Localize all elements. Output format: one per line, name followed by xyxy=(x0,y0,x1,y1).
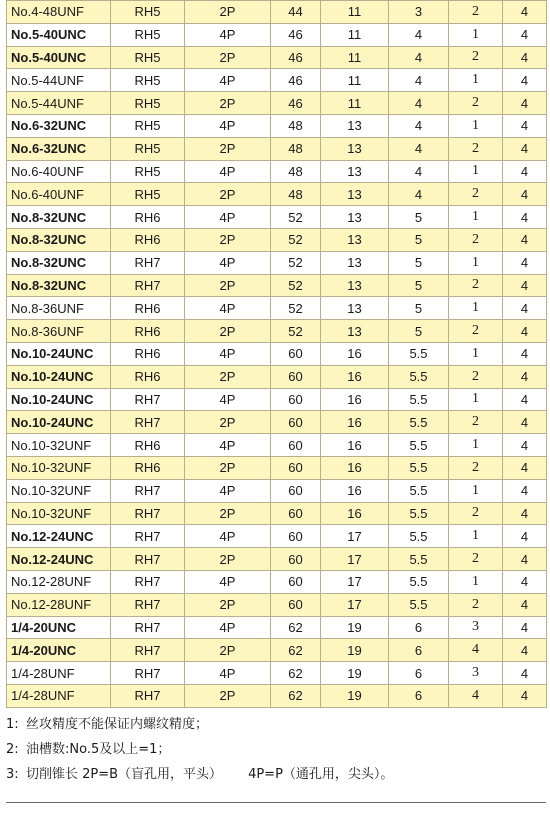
cell-thread-size: No.5-40UNC xyxy=(7,46,111,69)
cell-value-b: 4 xyxy=(503,320,547,343)
note-text: 丝攻精度不能保证内螺纹精度； xyxy=(26,717,209,732)
cell-value-b: 4 xyxy=(503,525,547,548)
cell-chamfer: 2P xyxy=(185,456,271,479)
table-row xyxy=(7,365,547,388)
cell-chamfer: 2P xyxy=(185,365,271,388)
cell-shank-diameter: 4 xyxy=(389,92,449,115)
cell-shank-diameter: 5.5 xyxy=(389,434,449,457)
cell-thread-size: No.5-44UNF xyxy=(7,69,111,92)
cell-thread-size: No.6-40UNF xyxy=(7,160,111,183)
cell-value-b: 4 xyxy=(503,137,547,160)
cell-rh-tolerance: RH7 xyxy=(111,502,185,525)
cell-rh-tolerance: RH6 xyxy=(111,434,185,457)
cell-overall-length: 60 xyxy=(271,479,321,502)
cell-shank-diameter: 5.5 xyxy=(389,456,449,479)
cell-value-b: 4 xyxy=(503,616,547,639)
table-row xyxy=(7,228,547,251)
cell-value-a: 2 xyxy=(449,411,503,434)
cell-shank-diameter: 5 xyxy=(389,320,449,343)
cell-value-b: 4 xyxy=(503,502,547,525)
cell-shank-diameter: 5.5 xyxy=(389,365,449,388)
cell-thread-size: No.10-24UNC xyxy=(7,342,111,365)
cell-value-a: 2 xyxy=(449,593,503,616)
cell-overall-length: 60 xyxy=(271,434,321,457)
cell-value-a: 1 xyxy=(449,342,503,365)
cell-chamfer: 2P xyxy=(185,320,271,343)
cell-shank-diameter: 4 xyxy=(389,23,449,46)
tap-spec-table xyxy=(6,0,547,708)
cell-value-b: 4 xyxy=(503,479,547,502)
cell-thread-size: No.8-32UNC xyxy=(7,251,111,274)
cell-thread-length: 19 xyxy=(321,662,389,685)
cell-overall-length: 52 xyxy=(271,206,321,229)
cell-shank-diameter: 6 xyxy=(389,639,449,662)
cell-value-b: 4 xyxy=(503,23,547,46)
cell-thread-length: 16 xyxy=(321,342,389,365)
cell-thread-length: 16 xyxy=(321,502,389,525)
cell-rh-tolerance: RH6 xyxy=(111,228,185,251)
cell-rh-tolerance: RH7 xyxy=(111,411,185,434)
table-row xyxy=(7,137,547,160)
table-row xyxy=(7,570,547,593)
notes xyxy=(6,712,546,787)
cell-overall-length: 60 xyxy=(271,365,321,388)
cell-thread-size: No.8-36UNF xyxy=(7,297,111,320)
cell-thread-size: No.12-24UNC xyxy=(7,525,111,548)
table-row xyxy=(7,69,547,92)
cell-overall-length: 46 xyxy=(271,23,321,46)
cell-value-b: 4 xyxy=(503,593,547,616)
cell-value-a: 1 xyxy=(449,23,503,46)
cell-value-b: 4 xyxy=(503,570,547,593)
cell-rh-tolerance: RH7 xyxy=(111,548,185,571)
cell-thread-length: 11 xyxy=(321,46,389,69)
cell-shank-diameter: 5 xyxy=(389,297,449,320)
cell-shank-diameter: 6 xyxy=(389,662,449,685)
cell-shank-diameter: 4 xyxy=(389,114,449,137)
cell-thread-size: 1/4-28UNF xyxy=(7,684,111,707)
cell-value-a: 2 xyxy=(449,365,503,388)
cell-shank-diameter: 6 xyxy=(389,684,449,707)
cell-shank-diameter: 5 xyxy=(389,228,449,251)
cell-value-a: 1 xyxy=(449,251,503,274)
cell-thread-size: No.10-24UNC xyxy=(7,388,111,411)
table-row xyxy=(7,320,547,343)
cell-value-b: 4 xyxy=(503,456,547,479)
cell-thread-size: No.10-24UNC xyxy=(7,365,111,388)
cell-thread-length: 19 xyxy=(321,684,389,707)
cell-overall-length: 46 xyxy=(271,92,321,115)
cell-thread-length: 16 xyxy=(321,388,389,411)
cell-value-a: 4 xyxy=(449,639,503,662)
cell-value-a: 2 xyxy=(449,183,503,206)
cell-thread-size: No.10-32UNF xyxy=(7,502,111,525)
cell-shank-diameter: 5 xyxy=(389,206,449,229)
cell-thread-length: 11 xyxy=(321,69,389,92)
cell-thread-length: 13 xyxy=(321,114,389,137)
cell-value-b: 4 xyxy=(503,342,547,365)
cell-thread-size: No.8-32UNC xyxy=(7,228,111,251)
cell-value-b: 4 xyxy=(503,548,547,571)
cell-chamfer: 2P xyxy=(185,92,271,115)
cell-chamfer: 4P xyxy=(185,616,271,639)
cell-thread-length: 13 xyxy=(321,228,389,251)
table-row xyxy=(7,639,547,662)
note-2 xyxy=(6,737,546,762)
cell-rh-tolerance: RH5 xyxy=(111,1,185,24)
cell-chamfer: 4P xyxy=(185,388,271,411)
cell-value-b: 4 xyxy=(503,274,547,297)
cell-shank-diameter: 5.5 xyxy=(389,593,449,616)
cell-chamfer: 4P xyxy=(185,434,271,457)
cell-thread-length: 16 xyxy=(321,411,389,434)
cell-value-b: 4 xyxy=(503,434,547,457)
cell-rh-tolerance: RH5 xyxy=(111,92,185,115)
cell-thread-length: 13 xyxy=(321,297,389,320)
cell-overall-length: 60 xyxy=(271,525,321,548)
cell-shank-diameter: 4 xyxy=(389,69,449,92)
cell-chamfer: 4P xyxy=(185,342,271,365)
cell-chamfer: 4P xyxy=(185,525,271,548)
cell-value-a: 4 xyxy=(449,684,503,707)
cell-thread-length: 19 xyxy=(321,639,389,662)
cell-overall-length: 60 xyxy=(271,593,321,616)
cell-value-b: 4 xyxy=(503,160,547,183)
cell-rh-tolerance: RH6 xyxy=(111,342,185,365)
cell-shank-diameter: 4 xyxy=(389,183,449,206)
table-row xyxy=(7,548,547,571)
cell-chamfer: 2P xyxy=(185,137,271,160)
cell-value-b: 4 xyxy=(503,365,547,388)
cell-overall-length: 62 xyxy=(271,684,321,707)
cell-rh-tolerance: RH7 xyxy=(111,593,185,616)
cell-thread-length: 17 xyxy=(321,525,389,548)
table-row xyxy=(7,525,547,548)
cell-value-a: 3 xyxy=(449,616,503,639)
cell-thread-length: 13 xyxy=(321,137,389,160)
cell-shank-diameter: 3 xyxy=(389,1,449,24)
cell-shank-diameter: 5.5 xyxy=(389,570,449,593)
cell-overall-length: 52 xyxy=(271,320,321,343)
table-row xyxy=(7,684,547,707)
table-row xyxy=(7,114,547,137)
cell-overall-length: 52 xyxy=(271,297,321,320)
cell-chamfer: 4P xyxy=(185,23,271,46)
cell-overall-length: 52 xyxy=(271,228,321,251)
table-row xyxy=(7,160,547,183)
cell-chamfer: 2P xyxy=(185,502,271,525)
cell-overall-length: 60 xyxy=(271,502,321,525)
cell-value-b: 4 xyxy=(503,639,547,662)
table-row xyxy=(7,23,547,46)
cell-chamfer: 4P xyxy=(185,297,271,320)
cell-shank-diameter: 5.5 xyxy=(389,342,449,365)
table-row xyxy=(7,593,547,616)
cell-rh-tolerance: RH7 xyxy=(111,525,185,548)
cell-overall-length: 60 xyxy=(271,411,321,434)
cell-shank-diameter: 4 xyxy=(389,46,449,69)
cell-value-a: 2 xyxy=(449,548,503,571)
cell-thread-length: 16 xyxy=(321,479,389,502)
cell-rh-tolerance: RH7 xyxy=(111,616,185,639)
table-row xyxy=(7,92,547,115)
cell-value-b: 4 xyxy=(503,251,547,274)
cell-thread-size: 1/4-20UNC xyxy=(7,616,111,639)
cell-value-a: 2 xyxy=(449,502,503,525)
cell-chamfer: 2P xyxy=(185,183,271,206)
cell-thread-size: No.12-28UNF xyxy=(7,593,111,616)
note-number: 2: xyxy=(6,742,19,757)
cell-thread-size: No.10-32UNF xyxy=(7,456,111,479)
cell-value-a: 2 xyxy=(449,46,503,69)
cell-value-a: 1 xyxy=(449,160,503,183)
cell-thread-size: No.6-40UNF xyxy=(7,183,111,206)
cell-overall-length: 60 xyxy=(271,570,321,593)
cell-value-b: 4 xyxy=(503,183,547,206)
cell-shank-diameter: 5 xyxy=(389,274,449,297)
cell-value-b: 4 xyxy=(503,297,547,320)
cell-thread-length: 16 xyxy=(321,365,389,388)
cell-value-b: 4 xyxy=(503,69,547,92)
cell-thread-size: No.6-32UNC xyxy=(7,114,111,137)
cell-thread-size: No.8-32UNC xyxy=(7,274,111,297)
cell-chamfer: 2P xyxy=(185,46,271,69)
cell-chamfer: 2P xyxy=(185,639,271,662)
cell-rh-tolerance: RH6 xyxy=(111,297,185,320)
table-row xyxy=(7,434,547,457)
cell-overall-length: 48 xyxy=(271,160,321,183)
cell-overall-length: 48 xyxy=(271,114,321,137)
cell-overall-length: 48 xyxy=(271,183,321,206)
cell-rh-tolerance: RH7 xyxy=(111,479,185,502)
cell-value-b: 4 xyxy=(503,206,547,229)
cell-rh-tolerance: RH7 xyxy=(111,274,185,297)
cell-shank-diameter: 5.5 xyxy=(389,548,449,571)
cell-shank-diameter: 4 xyxy=(389,137,449,160)
cell-value-a: 2 xyxy=(449,137,503,160)
cell-thread-length: 13 xyxy=(321,183,389,206)
cell-overall-length: 60 xyxy=(271,548,321,571)
cell-thread-size: No.6-32UNC xyxy=(7,137,111,160)
cell-overall-length: 60 xyxy=(271,388,321,411)
cell-shank-diameter: 5.5 xyxy=(389,411,449,434)
cell-thread-size: No.10-32UNF xyxy=(7,434,111,457)
note-3 xyxy=(6,762,546,787)
cell-overall-length: 44 xyxy=(271,1,321,24)
cell-value-a: 1 xyxy=(449,525,503,548)
table-row xyxy=(7,274,547,297)
cell-value-a: 2 xyxy=(449,456,503,479)
cell-rh-tolerance: RH7 xyxy=(111,662,185,685)
cell-value-b: 4 xyxy=(503,228,547,251)
cell-value-a: 2 xyxy=(449,228,503,251)
cell-thread-size: 1/4-20UNC xyxy=(7,639,111,662)
table-row xyxy=(7,388,547,411)
cell-rh-tolerance: RH7 xyxy=(111,570,185,593)
cell-rh-tolerance: RH7 xyxy=(111,388,185,411)
cell-overall-length: 60 xyxy=(271,456,321,479)
cell-thread-size: No.12-24UNC xyxy=(7,548,111,571)
cell-rh-tolerance: RH7 xyxy=(111,251,185,274)
note-text: 切削锥长 2P=B（盲孔用，平头） xyxy=(26,767,223,782)
cell-value-b: 4 xyxy=(503,411,547,434)
cell-rh-tolerance: RH7 xyxy=(111,639,185,662)
note-number: 3: xyxy=(6,767,19,782)
cell-rh-tolerance: RH5 xyxy=(111,160,185,183)
cell-thread-length: 13 xyxy=(321,206,389,229)
note-1 xyxy=(6,712,546,737)
cell-overall-length: 52 xyxy=(271,274,321,297)
cell-thread-length: 13 xyxy=(321,160,389,183)
cell-value-b: 4 xyxy=(503,114,547,137)
table-row xyxy=(7,342,547,365)
cell-shank-diameter: 6 xyxy=(389,616,449,639)
cell-value-a: 1 xyxy=(449,69,503,92)
table-row xyxy=(7,456,547,479)
cell-rh-tolerance: RH5 xyxy=(111,183,185,206)
cell-thread-length: 11 xyxy=(321,23,389,46)
cell-chamfer: 2P xyxy=(185,548,271,571)
cell-value-a: 1 xyxy=(449,434,503,457)
table-row xyxy=(7,502,547,525)
cell-overall-length: 62 xyxy=(271,639,321,662)
cell-chamfer: 2P xyxy=(185,228,271,251)
table-row xyxy=(7,251,547,274)
table-row xyxy=(7,411,547,434)
cell-rh-tolerance: RH6 xyxy=(111,456,185,479)
cell-thread-length: 11 xyxy=(321,92,389,115)
cell-thread-size: No.5-44UNF xyxy=(7,92,111,115)
cell-thread-size: No.5-40UNC xyxy=(7,23,111,46)
cell-shank-diameter: 5.5 xyxy=(389,479,449,502)
cell-value-b: 4 xyxy=(503,1,547,24)
cell-thread-size: 1/4-28UNF xyxy=(7,662,111,685)
cell-chamfer: 2P xyxy=(185,274,271,297)
cell-chamfer: 4P xyxy=(185,662,271,685)
cell-overall-length: 60 xyxy=(271,342,321,365)
cell-value-b: 4 xyxy=(503,92,547,115)
cell-shank-diameter: 5.5 xyxy=(389,502,449,525)
cell-chamfer: 2P xyxy=(185,593,271,616)
cell-value-a: 2 xyxy=(449,1,503,24)
cell-value-a: 1 xyxy=(449,388,503,411)
cell-value-a: 1 xyxy=(449,570,503,593)
cell-overall-length: 52 xyxy=(271,251,321,274)
table-row xyxy=(7,46,547,69)
cell-chamfer: 4P xyxy=(185,206,271,229)
cell-thread-size: No.10-24UNC xyxy=(7,411,111,434)
note-number: 1: xyxy=(6,717,19,732)
cell-thread-length: 19 xyxy=(321,616,389,639)
cell-thread-length: 11 xyxy=(321,1,389,24)
cell-value-b: 4 xyxy=(503,46,547,69)
cell-shank-diameter: 5.5 xyxy=(389,525,449,548)
table-row xyxy=(7,616,547,639)
cell-overall-length: 46 xyxy=(271,69,321,92)
cell-shank-diameter: 5 xyxy=(389,251,449,274)
cell-overall-length: 62 xyxy=(271,616,321,639)
table-row xyxy=(7,297,547,320)
table-row xyxy=(7,662,547,685)
cell-chamfer: 2P xyxy=(185,411,271,434)
cell-overall-length: 48 xyxy=(271,137,321,160)
cell-chamfer: 4P xyxy=(185,570,271,593)
cell-rh-tolerance: RH5 xyxy=(111,23,185,46)
cell-value-a: 3 xyxy=(449,662,503,685)
cell-value-a: 1 xyxy=(449,297,503,320)
table-row xyxy=(7,206,547,229)
table-row xyxy=(7,479,547,502)
cell-value-a: 1 xyxy=(449,114,503,137)
cell-rh-tolerance: RH6 xyxy=(111,206,185,229)
cell-chamfer: 4P xyxy=(185,114,271,137)
cell-value-b: 4 xyxy=(503,388,547,411)
cell-rh-tolerance: RH6 xyxy=(111,320,185,343)
note-text-continued: 4P=P（通孔用，尖头）。 xyxy=(248,767,394,782)
cell-thread-size: No.8-36UNF xyxy=(7,320,111,343)
cell-chamfer: 4P xyxy=(185,69,271,92)
cell-thread-size: No.4-48UNF xyxy=(7,1,111,24)
cell-shank-diameter: 4 xyxy=(389,160,449,183)
cell-thread-length: 13 xyxy=(321,320,389,343)
table-row xyxy=(7,183,547,206)
cell-value-a: 2 xyxy=(449,320,503,343)
cell-thread-length: 16 xyxy=(321,456,389,479)
cell-thread-length: 17 xyxy=(321,548,389,571)
cell-shank-diameter: 5.5 xyxy=(389,388,449,411)
cell-rh-tolerance: RH6 xyxy=(111,365,185,388)
cell-chamfer: 2P xyxy=(185,684,271,707)
cell-thread-length: 16 xyxy=(321,434,389,457)
cell-chamfer: 4P xyxy=(185,479,271,502)
cell-overall-length: 46 xyxy=(271,46,321,69)
cell-rh-tolerance: RH5 xyxy=(111,46,185,69)
cell-value-a: 2 xyxy=(449,92,503,115)
cell-rh-tolerance: RH5 xyxy=(111,114,185,137)
cell-thread-size: No.8-32UNC xyxy=(7,206,111,229)
cell-value-b: 4 xyxy=(503,684,547,707)
cell-rh-tolerance: RH5 xyxy=(111,137,185,160)
cell-rh-tolerance: RH7 xyxy=(111,684,185,707)
cell-thread-size: No.10-32UNF xyxy=(7,479,111,502)
cell-value-a: 1 xyxy=(449,479,503,502)
note-text: 油槽数:No.5及以上=1； xyxy=(26,742,171,757)
cell-value-a: 1 xyxy=(449,206,503,229)
cell-rh-tolerance: RH5 xyxy=(111,69,185,92)
cell-thread-length: 17 xyxy=(321,570,389,593)
table-row xyxy=(7,1,547,24)
cell-thread-length: 13 xyxy=(321,251,389,274)
cell-value-b: 4 xyxy=(503,662,547,685)
cell-value-a: 2 xyxy=(449,274,503,297)
cell-thread-size: No.12-28UNF xyxy=(7,570,111,593)
cell-chamfer: 2P xyxy=(185,1,271,24)
cell-chamfer: 4P xyxy=(185,251,271,274)
footer-divider xyxy=(6,802,546,803)
cell-overall-length: 62 xyxy=(271,662,321,685)
cell-thread-length: 17 xyxy=(321,593,389,616)
cell-chamfer: 4P xyxy=(185,160,271,183)
cell-thread-length: 13 xyxy=(321,274,389,297)
